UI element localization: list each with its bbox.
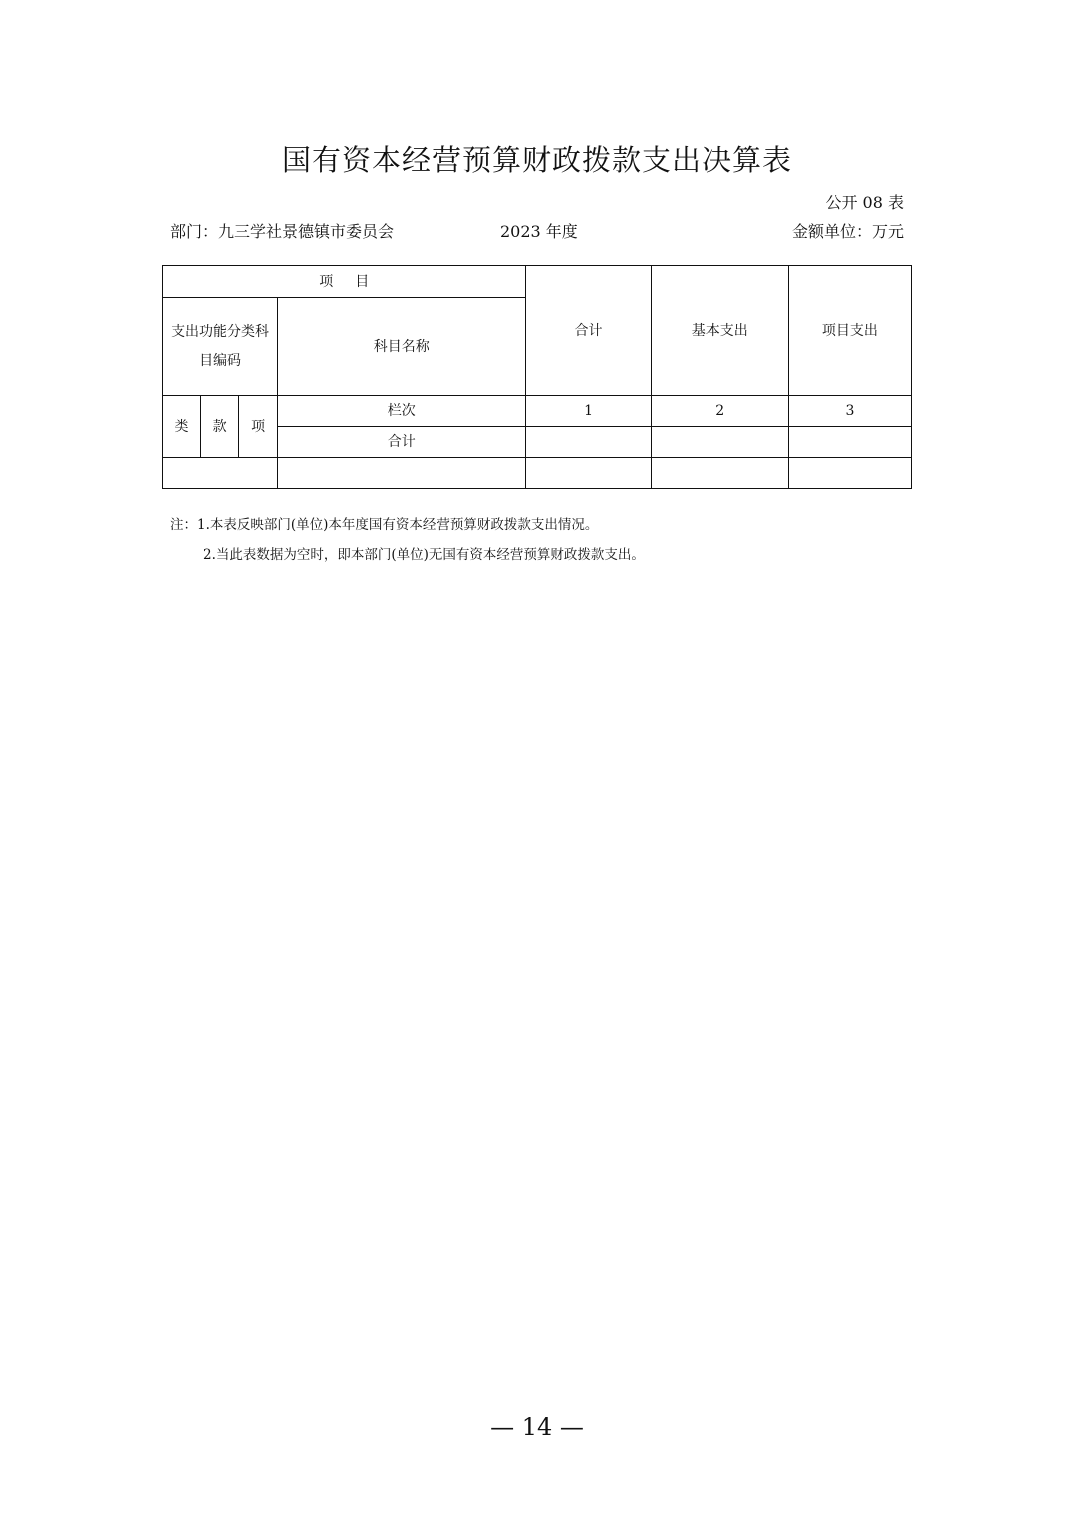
sub-header-lei: 类 bbox=[163, 396, 201, 458]
header-basic: 基本支出 bbox=[651, 266, 788, 396]
sub-header-xiang: 项 bbox=[239, 396, 278, 458]
empty-code-cell bbox=[163, 458, 278, 489]
notes bbox=[170, 510, 645, 570]
fiscal-year: 2023 年度 bbox=[500, 222, 578, 241]
empty-basic-cell bbox=[651, 458, 788, 489]
column-number-label: 栏次 bbox=[278, 396, 526, 427]
total-cell-basic bbox=[651, 427, 788, 458]
note-2: 2.当此表数据为空时，即本部门(单位)无国有资本经营预算财政拨款支出。 bbox=[203, 547, 645, 563]
header-item: 项目 bbox=[163, 266, 526, 298]
header-name: 科目名称 bbox=[278, 298, 526, 396]
sub-header-kuan: 款 bbox=[201, 396, 239, 458]
header-project: 项目支出 bbox=[788, 266, 911, 396]
total-label: 合计 bbox=[278, 427, 526, 458]
form-code: 公开 08 表 bbox=[825, 193, 904, 212]
total-cell-total bbox=[526, 427, 651, 458]
column-number-2: 2 bbox=[651, 396, 788, 427]
empty-name-cell bbox=[278, 458, 526, 489]
budget-table bbox=[162, 265, 912, 489]
column-number-3: 3 bbox=[788, 396, 911, 427]
empty-data-row bbox=[163, 458, 912, 489]
document-title: 国有资本经营预算财政拨款支出决算表 bbox=[281, 143, 792, 177]
empty-project-cell bbox=[788, 458, 911, 489]
total-cell-project bbox=[788, 427, 911, 458]
department-label: 部门：九三学社景德镇市委员会 bbox=[170, 222, 395, 241]
column-number-1: 1 bbox=[526, 396, 651, 427]
header-row-1 bbox=[163, 266, 912, 298]
meta-row bbox=[170, 219, 904, 241]
header-total: 合计 bbox=[526, 266, 651, 396]
note-1: 注：1.本表反映部门(单位)本年度国有资本经营预算财政拨款支出情况。 bbox=[170, 517, 599, 533]
page-number: — 14 — bbox=[490, 1413, 584, 1441]
header-code: 支出功能分类科目编码 bbox=[163, 298, 278, 396]
empty-total-cell bbox=[526, 458, 651, 489]
column-number-row bbox=[163, 396, 912, 427]
amount-unit: 金额单位：万元 bbox=[791, 222, 904, 241]
